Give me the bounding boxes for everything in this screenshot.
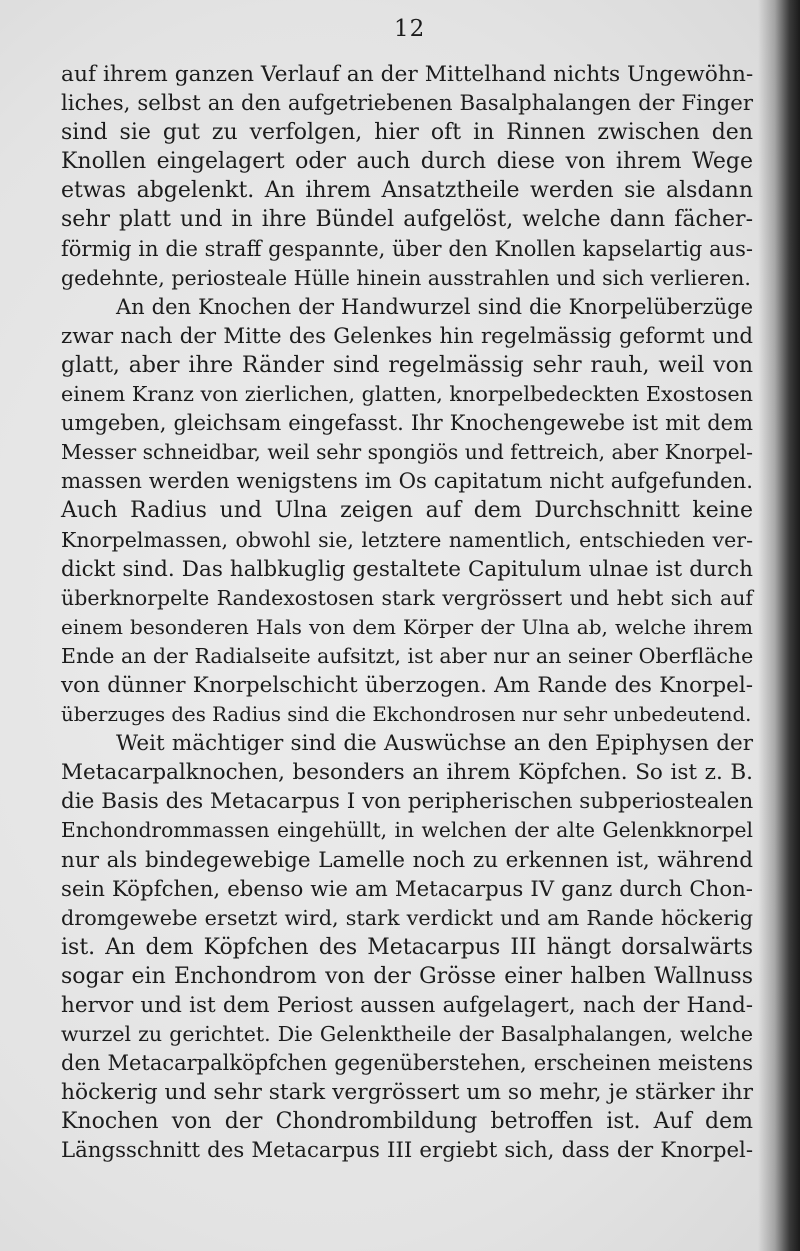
text-line: gedehnte, periosteale Hülle hinein ausstrahlen und sich verlieren. xyxy=(61,265,751,290)
text-line: von dünner Knorpelschicht überzogen. Am Rande des Knorpel- xyxy=(61,672,753,698)
text-line: den Metacarpalköpfchen gegenüberstehen, erscheinen meistens xyxy=(61,1051,753,1076)
text-line: sogar ein Enchondrom von der Grösse einer halben Wallnuss xyxy=(61,963,753,989)
text-line: zwar nach der Mitte des Gelenkes hin regelmässig geformt und xyxy=(61,323,753,349)
body-text xyxy=(61,60,753,1166)
text-line: Auch Radius und Ulna zeigen auf dem Durchschnitt keine xyxy=(61,498,753,524)
text-line: die Basis des Metacarpus I von peripherischen subperiostealen xyxy=(61,789,754,815)
paragraph-start-line: An den Knochen der Handwurzel sind die Knorpelüberzüge xyxy=(116,294,753,319)
text-line: Knochen von der Chondrombildung betroffen ist. Auf dem xyxy=(61,1109,753,1135)
text-line: Knollen eingelagert oder auch durch diese von ihrem Wege xyxy=(61,149,753,175)
text-line: dickt sind. Das halbkuglig gestaltete Capitulum ulnae ist durch xyxy=(61,556,753,582)
paragraph-start-line: Weit mächtiger sind die Auswüchse an den Epiphysen der xyxy=(116,731,753,757)
text-line: hervor und ist dem Periost aussen aufgelagert, nach der Hand- xyxy=(61,993,753,1018)
text-line: dromgewebe ersetzt wird, stark verdickt und am Rande höckerig xyxy=(61,905,753,930)
text-line: sein Köpfchen, ebenso wie am Metacarpus IV ganz durch Chon- xyxy=(61,876,753,902)
page-number: 12 xyxy=(394,16,426,42)
text-line: etwas abgelenkt. An ihrem Ansatztheile werden sie alsdann xyxy=(61,178,753,204)
text-line: förmig in die straff gespannte, über den Knollen kapselartig aus- xyxy=(61,236,753,261)
text-line: Messer schneidbar, weil sehr spongiös und fettreich, aber Knorpel- xyxy=(61,440,753,465)
text-line: Metacarpalknochen, besonders an ihrem Köpfchen. So ist z. B. xyxy=(61,760,753,786)
text-line: liches, selbst an den aufgetriebenen Basalphalangen der Finger xyxy=(61,91,753,117)
text-line: nur als bindegewebige Lamelle noch zu erkennen ist, während xyxy=(61,847,753,873)
text-line: wurzel zu gerichtet. Die Gelenktheile der Basalphalangen, welche xyxy=(61,1022,753,1047)
text-line: Knorpelmassen, obwohl sie, letztere namentlich, entschieden ver- xyxy=(61,527,753,552)
text-line: sehr platt und in ihre Bündel aufgelöst, welche dann fächer- xyxy=(61,207,753,233)
text-line: umgeben, gleichsam eingefasst. Ihr Knochengewebe ist mit dem xyxy=(61,411,753,436)
text-line: Ende an der Radialseite aufsitzt, ist aber nur an seiner Oberfläche xyxy=(61,643,754,668)
text-line: glatt, aber ihre Ränder sind regelmässig sehr rauh, weil von xyxy=(61,352,753,378)
text-line: Enchondrommassen eingehüllt, in welchen der alte Gelenkknorpel xyxy=(61,818,753,843)
text-line: auf ihrem ganzen Verlauf an der Mittelhand nichts Ungewöhn- xyxy=(61,62,754,87)
text-line: überknorpelte Randexostosen stark vergrössert und hebt sich auf xyxy=(61,585,753,610)
text-line: einem besonderen Hals von dem Körper der Ulna ab, welche ihrem xyxy=(61,614,753,639)
text-line: höckerig und sehr stark vergrössert um so mehr, je stärker ihr xyxy=(61,1080,753,1106)
book-spine-shadow xyxy=(758,0,800,1251)
text-line: massen werden wenigstens im Os capitatum nicht aufgefunden. xyxy=(61,469,753,495)
text-line: Längsschnitt des Metacarpus III ergiebt sich, dass der Knorpel- xyxy=(61,1138,753,1164)
text-line: ist. An dem Köpfchen des Metacarpus III hängt dorsalwärts xyxy=(61,934,753,960)
text-line: überzuges des Radius sind die Ekchondrosen nur sehr unbedeutend. xyxy=(61,703,752,727)
text-line: sind sie gut zu verfolgen, hier oft in Rinnen zwischen den xyxy=(61,120,753,146)
text-line: einem Kranz von zierlichen, glatten, knorpelbedeckten Exostosen xyxy=(61,382,753,407)
